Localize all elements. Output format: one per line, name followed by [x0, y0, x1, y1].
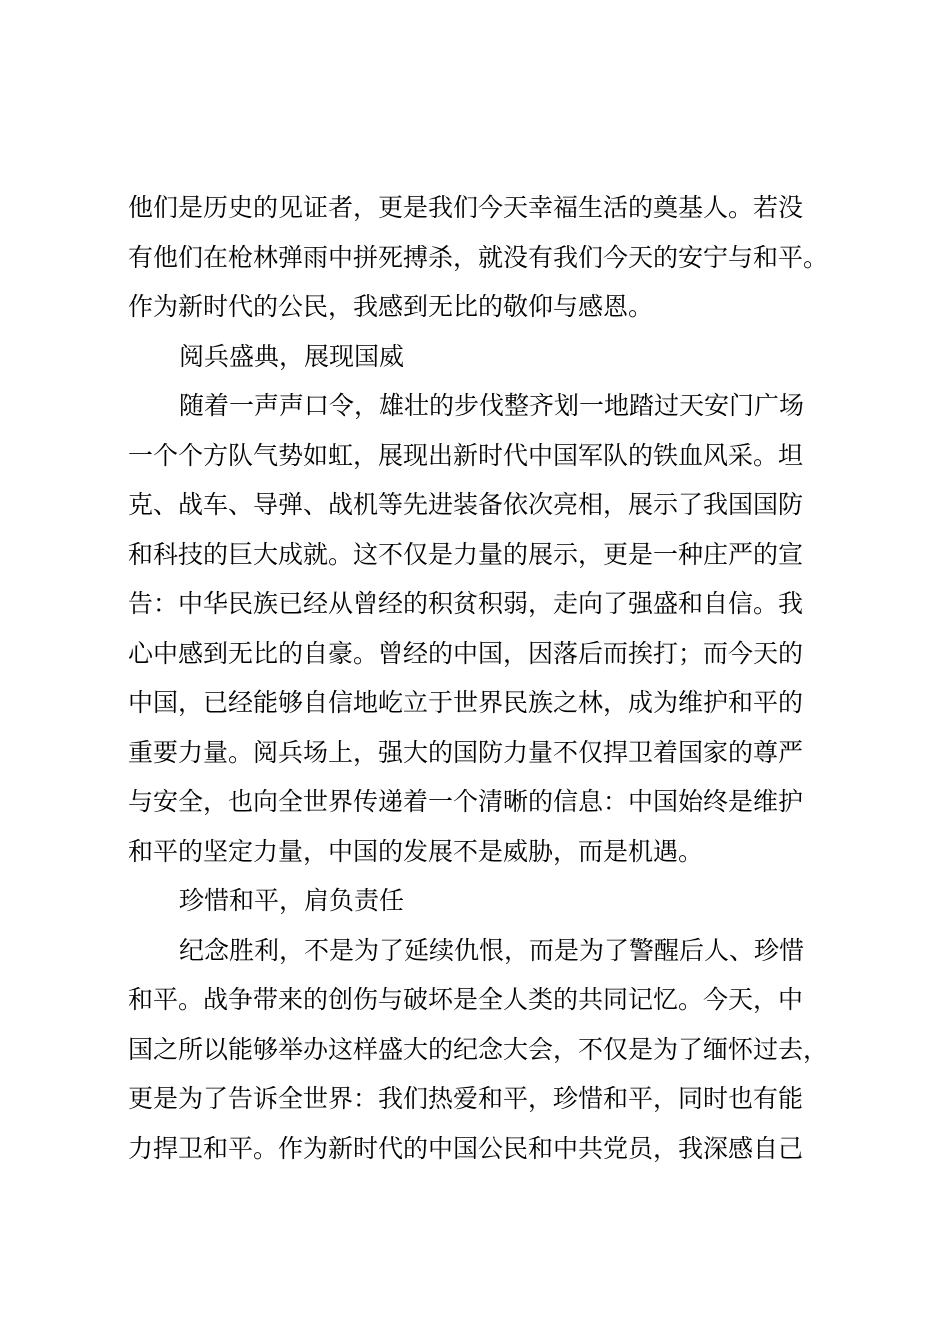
- document-body: [128, 183, 833, 1173]
- text-line: 国之所以能够举办这样盛大的纪念大会，不仅是为了缅怀过去，: [128, 1034, 829, 1064]
- text-line: 和平的坚定力量，中国的发展不是威胁，而是机遇。: [128, 836, 704, 866]
- text-line: 一个个方队气势如虹，展现出新时代中国军队的铁血风采。坦: [128, 440, 804, 470]
- text-line: 他们是历史的见证者，更是我们今天幸福生活的奠基人。若没: [128, 193, 804, 222]
- text-line: 有他们在枪林弹雨中拼死搏杀，就没有我们今天的安宁与和平。: [128, 242, 829, 272]
- text-line: 作为新时代的公民，我感到无比的敬仰与感恩。: [128, 292, 654, 321]
- text-line: 告：中华民族已经从曾经的积贫积弱，走向了强盛和自信。我: [128, 589, 804, 618]
- text-line: 和科技的巨大成就。这不仅是力量的展示，更是一种庄严的宣: [128, 539, 804, 569]
- section-heading: 阅兵盛典，展现国威: [179, 341, 405, 371]
- text-line: 纪念胜利，不是为了延续仇恨，而是为了警醒后人、珍惜: [179, 935, 805, 965]
- text-line: 心中感到无比的自豪。曾经的中国，因落后而挨打；而今天的: [128, 638, 804, 668]
- text-line: 随着一声声口令，雄壮的步伐整齐划一地踏过天安门广场: [179, 391, 805, 420]
- text-line: 力捍卫和平。作为新时代的中国公民和中共党员，我深感自己: [128, 1133, 804, 1163]
- text-line: 与安全，也向全世界传递着一个清晰的信息：中国始终是维护: [128, 787, 804, 816]
- text-line: 中国，已经能够自信地屹立于世界民族之林，成为维护和平的: [128, 688, 804, 717]
- text-line: 更是为了告诉全世界：我们热爱和平，珍惜和平，同时也有能: [128, 1084, 804, 1113]
- text-line: 克、战车、导弹、战机等先进装备依次亮相，展示了我国国防: [128, 490, 804, 519]
- text-line: 重要力量。阅兵场上，强大的国防力量不仅捍卫着国家的尊严: [128, 737, 804, 767]
- text-line: 和平。战争带来的创伤与破坏是全人类的共同记忆。今天，中: [128, 985, 804, 1014]
- section-heading: 珍惜和平，肩负责任: [179, 886, 405, 915]
